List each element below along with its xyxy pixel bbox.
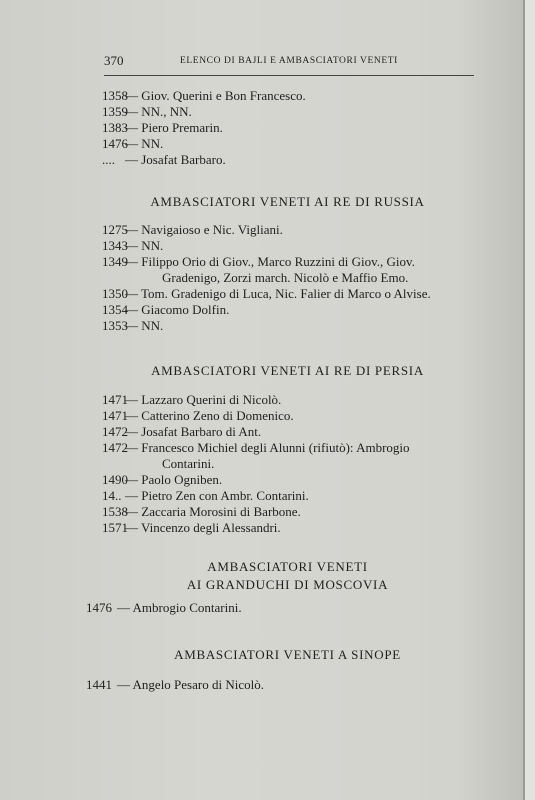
list-item: 1359 — NN., NN. — [102, 104, 192, 119]
list-item: 1343 — NN. — [102, 238, 164, 253]
section-subheading: AI GRANDUCHI DI MOSCOVIA — [186, 577, 389, 592]
section-heading: AMBASCIATORI VENETI AI RE DI RUSSIA — [150, 194, 425, 209]
section-russia — [0, 193, 535, 211]
section-sinope-list — [0, 677, 535, 693]
section-russia-list — [0, 222, 535, 334]
section-moscovia-list — [0, 600, 535, 616]
list-item-continuation: Contarini. — [162, 456, 215, 471]
section-bajli-continuation — [0, 88, 535, 168]
list-item: 1383 — Piero Premarin. — [102, 120, 223, 135]
page-number: 370 — [104, 53, 124, 68]
section-moscovia — [0, 558, 535, 594]
section-heading: AMBASCIATORI VENETI A SINOPE — [174, 647, 401, 662]
list-item: 1472 — Josafat Barbaro di Ant. — [102, 424, 262, 439]
list-item: 1358 — Giov. Querini e Bon Francesco. — [102, 88, 306, 103]
list-item: 1476 — Ambrogio Contarini. — [86, 600, 242, 615]
section-sinope — [0, 646, 535, 664]
list-item: 1354 — Giacomo Dolfin. — [102, 302, 230, 317]
running-title: ELENCO DI BAJLI E AMBASCIATORI VENETI — [180, 56, 398, 66]
list-item: 1441 — Angelo Pesaro di Nicolò. — [86, 677, 264, 692]
list-item: .... — Josafat Barbaro. — [102, 152, 226, 167]
list-item: 1472 — Francesco Michiel degli Alunni (rifiutò): Ambrogio — [102, 440, 410, 455]
section-persia-list — [0, 392, 535, 536]
list-item: 1471 — Catterino Zeno di Domenico. — [102, 408, 294, 423]
list-item-continuation: Gradenigo, Zorzi march. Nicolò e Maffio Emo. — [162, 270, 409, 285]
page-header — [104, 53, 474, 76]
section-heading: AMBASCIATORI VENETI AI RE DI PERSIA — [151, 363, 424, 378]
list-item: 14.. — Pietro Zen con Ambr. Contarini. — [102, 488, 309, 503]
list-item: 1490 — Paolo Ogniben. — [102, 472, 223, 487]
list-item: 1275 — Navigaioso e Nic. Vigliani. — [102, 222, 283, 237]
section-persia — [0, 362, 535, 380]
section-heading: AMBASCIATORI VENETI — [207, 559, 368, 574]
list-item: 1350 — Tom. Gradenigo di Luca, Nic. Falier di Marco o Alvise. — [102, 286, 431, 301]
list-item: 1571 — Vincenzo degli Alessandri. — [102, 520, 281, 535]
list-item: 1538 — Zaccaria Morosini di Barbone. — [102, 504, 301, 519]
list-item: 1476 — NN. — [102, 136, 164, 151]
list-item: 1353 — NN. — [102, 318, 164, 333]
list-item: 1349 — Filippo Orio di Giov., Marco Ruzzini di Giov., Giov. — [102, 254, 415, 269]
list-item: 1471 — Lazzaro Querini di Nicolò. — [102, 392, 282, 407]
